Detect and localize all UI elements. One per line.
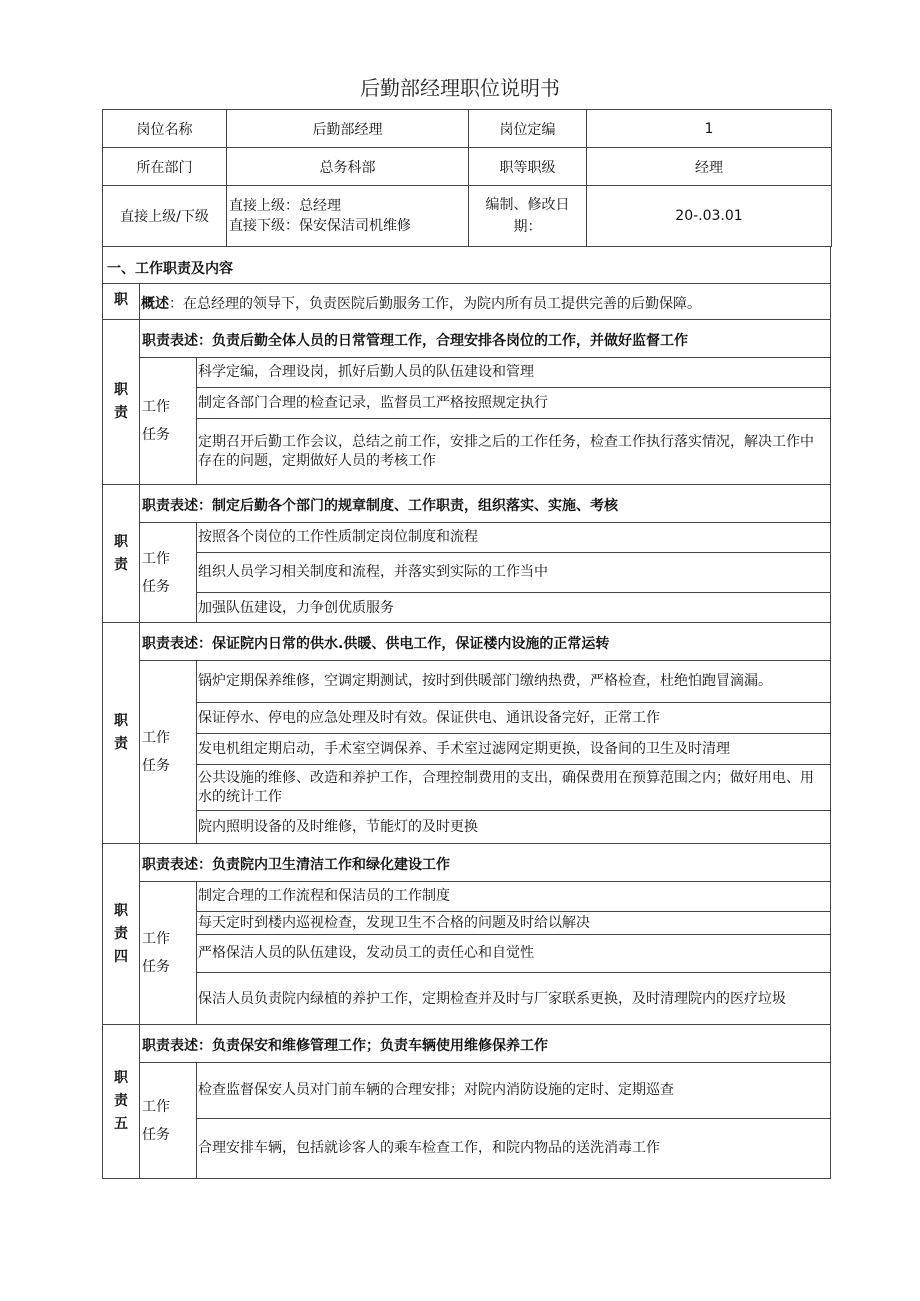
duty-block-4 <box>102 844 831 1025</box>
overview-label: 职 <box>103 284 140 319</box>
task-item: 严格保洁人员的队伍建设，发动员工的责任心和自觉性 <box>197 935 830 973</box>
duty-description: 职责表述：制定后勤各个部门的规章制度、工作职责，组织落实、实施、考核 <box>140 485 830 523</box>
task-item: 保证停水、停电的应急处理及时有效。保证供电、通讯设备完好，正常工作 <box>197 703 830 734</box>
task-item: 每天定时到楼内巡视检查，发现卫生不合格的问题及时给以解决 <box>197 912 830 935</box>
grade-value: 经理 <box>587 148 832 186</box>
reporting-value <box>227 186 469 247</box>
overview-row <box>102 284 831 320</box>
edit-date-value: 20-.03.01 <box>587 186 832 247</box>
overview-body: ：在总经理的领导下，负责医院后勤服务工作，为院内所有员工提供完善的后勤保障。 <box>169 296 701 312</box>
headcount-label: 岗位定编 <box>469 110 587 148</box>
task-label-cell <box>140 1063 197 1178</box>
task-rows <box>197 882 830 1024</box>
task-label-cell <box>140 358 197 484</box>
task-label-cell <box>140 882 197 1024</box>
task-item: 科学定编，合理设岗，抓好后勤人员的队伍建设和管理 <box>197 358 830 388</box>
headcount-value: 1 <box>587 110 832 148</box>
task-label: 工作任务 <box>142 399 170 443</box>
task-item: 定期召开后勤工作会议，总结之前工作，安排之后的工作任务，检查工作执行落实情况，解决工作中存在的问题，定期做好人员的考核工作 <box>198 434 814 469</box>
overview-prefix: 概述 <box>141 296 169 312</box>
task-label-cell <box>140 523 197 622</box>
task-rows <box>197 661 830 843</box>
duty-description: 职责表述：负责后勤全体人员的日常管理工作，合理安排各岗位的工作，并做好监督工作 <box>140 320 830 358</box>
task-label-cell <box>140 661 197 843</box>
duty-description: 职责表述：保证院内日常的供水.供暖、供电工作，保证楼内设施的正常运转 <box>140 623 830 661</box>
duty-label-cell <box>103 1025 140 1178</box>
task-item: 检查监督保安人员对门前车辆的合理安排；对院内消防设施的定时、定期巡查 <box>197 1063 830 1119</box>
task-item: 加强队伍建设，力争创优质服务 <box>198 599 394 616</box>
section-title: 一、工作职责及内容 <box>102 246 831 284</box>
duty-block-2 <box>102 485 831 623</box>
task-rows <box>197 358 830 484</box>
task-rows <box>197 1063 830 1178</box>
task-item: 组织人员学习相关制度和流程，并落实到实际的工作当中 <box>197 553 830 593</box>
grade-label: 职等职级 <box>469 148 587 186</box>
duty-description: 职责表述：负责院内卫生清洁工作和绿化建设工作 <box>140 844 830 882</box>
overview-text <box>141 293 701 313</box>
edit-date-label: 编制、修改日期： <box>469 186 587 247</box>
department-label: 所在部门 <box>103 148 227 186</box>
duty-block-1 <box>102 320 831 485</box>
task-item: 保洁人员负责院内绿植的养护工作，定期检查并及时与厂家联系更换，及时清理院内的医疗垃圾 <box>198 990 786 1007</box>
reporting-label: 直接上级/下级 <box>103 186 227 247</box>
task-item: 锅炉定期保养维修，空调定期测试，按时到供暖部门缴纳热费，严格检查，杜绝怕跑冒滴漏。 <box>197 661 830 703</box>
duty-description: 职责表述：负责保安和维修管理工作；负责车辆使用维修保养工作 <box>140 1025 830 1063</box>
duty-label: 职责 <box>114 533 128 573</box>
task-item: 制定合理的工作流程和保洁员的工作制度 <box>197 882 830 912</box>
task-item: 制定各部门合理的检查记录，监督员工严格按照规定执行 <box>197 388 830 419</box>
duty-block-3 <box>102 623 831 844</box>
task-item: 公共设施的维修、改造和养护工作，合理控制费用的支出，确保费用在预算范围之内；做好用电、用水的统计工作 <box>197 765 830 811</box>
position-name-value: 后勤部经理 <box>227 110 469 148</box>
subordinate-text: 直接下级：保安保洁司机维修 <box>229 218 411 234</box>
task-item: 按照各个岗位的工作性质制定岗位制度和流程 <box>197 523 830 553</box>
task-item: 合理安排车辆，包括就诊客人的乘车检查工作，和院内物品的送洗消毒工作 <box>198 1140 660 1156</box>
duty-label-cell <box>103 623 140 843</box>
department-value: 总务科部 <box>227 148 469 186</box>
task-rows <box>197 523 830 622</box>
duty-label-cell <box>103 320 140 484</box>
task-label: 工作任务 <box>142 730 170 774</box>
task-label: 工作任务 <box>142 550 170 595</box>
task-item: 院内照明设备的及时维修，节能灯的及时更换 <box>198 819 478 835</box>
page-title: 后勤部经理职位说明书 <box>360 76 560 100</box>
task-label: 工作任务 <box>142 931 170 975</box>
duty-label: 职责 <box>114 713 128 752</box>
duty-label: 职责 <box>114 382 128 421</box>
duty-block-5 <box>102 1025 831 1179</box>
duty-label-cell <box>103 844 140 1024</box>
header-table <box>102 109 832 247</box>
duty-label-cell <box>103 485 140 622</box>
duty-label: 职责四 <box>114 902 128 965</box>
superior-text: 直接上级：总经理 <box>229 198 341 214</box>
position-name-label: 岗位名称 <box>103 110 227 148</box>
duty-label: 职责五 <box>114 1070 128 1132</box>
task-item: 发电机组定期启动，手术室空调保养、手术室过滤网定期更换，设备间的卫生及时清理 <box>197 734 830 765</box>
task-label: 工作任务 <box>142 1098 170 1143</box>
